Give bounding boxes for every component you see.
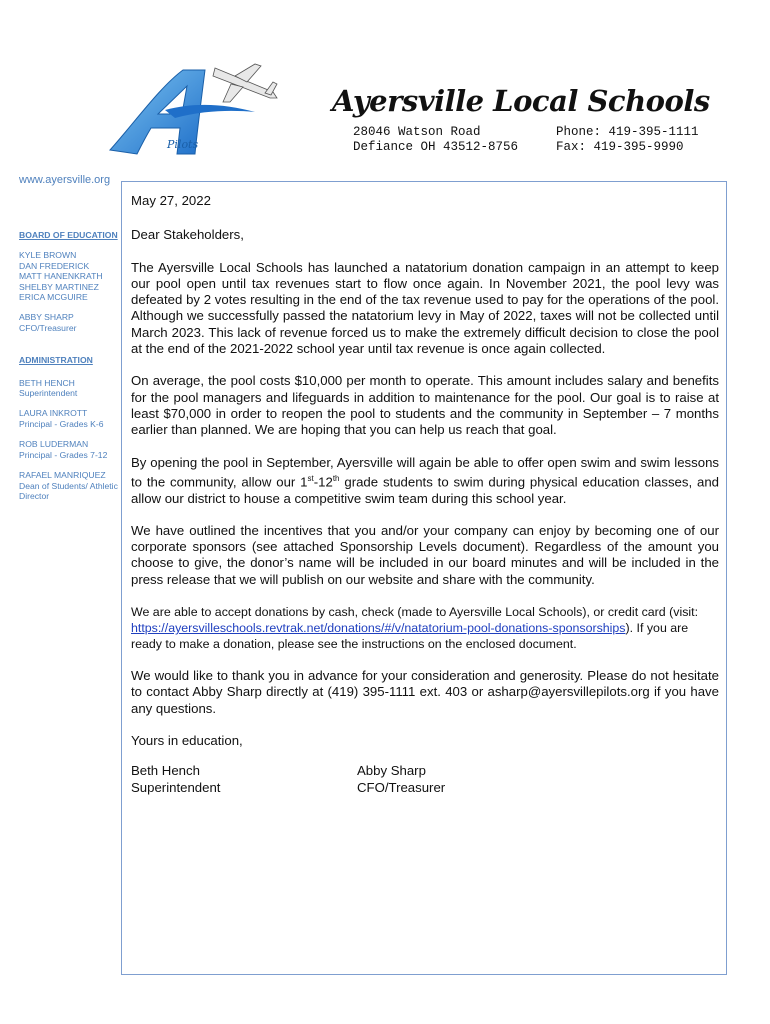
letter-date: May 27, 2022 — [131, 193, 211, 208]
sidebar — [19, 230, 121, 511]
board-heading: BOARD OF EDUCATION — [19, 230, 118, 240]
admin-heading: ADMINISTRATION — [19, 355, 93, 366]
admin-name: ROB LUDERMAN — [19, 439, 89, 450]
address-line2: Defiance OH 43512-8756 — [353, 140, 519, 154]
admin-title: Dean of Students/ Athletic Director — [19, 480, 118, 501]
treasurer — [19, 312, 121, 333]
signer-title: Superintendent — [131, 779, 221, 795]
address-block — [353, 125, 518, 155]
donation-link[interactable]: https://ayersvilleschools.revtrak.net/donations/#/v/natatorium-pool-donations-sponsorships — [131, 621, 626, 636]
board-member: MATT HANENKRATH — [19, 271, 103, 282]
contact-block — [556, 125, 699, 155]
letter-greeting: Dear Stakeholders, — [131, 227, 244, 243]
admin-entry — [19, 470, 121, 501]
paragraph-6: We would like to thank you in advance for your consideration and generosity. Please do not hesitate to contact Abby Sharp directly at (419) 395-1111 ext. 403 or asharp@ayersvillepilots.org if you have any questions. — [131, 668, 719, 716]
phone: Phone: 419-395-1111 — [556, 125, 699, 139]
paragraph-5 — [131, 604, 719, 652]
admin-name: BETH HENCH — [19, 377, 75, 388]
treasurer-name: ABBY SHARP — [19, 312, 74, 323]
board-member: ERICA MCGUIRE — [19, 292, 88, 303]
treasurer-title: CFO/Treasurer — [19, 322, 77, 333]
signer-name: Abby Sharp — [357, 763, 426, 779]
school-logo — [105, 62, 280, 162]
paragraph-5-part-a: We are able to accept donations by cash, check (made to Ayersville Local Schools), or credit card (visit: — [131, 605, 699, 620]
paragraph-3-part-b: -12 — [313, 474, 333, 490]
signer-title: CFO/Treasurer — [357, 779, 446, 795]
logo-text: Pilots — [167, 138, 199, 151]
closing: Yours in education, — [131, 732, 243, 748]
website-link[interactable]: www.ayersville.org — [19, 174, 111, 186]
letter-body — [131, 193, 719, 796]
admin-entry — [19, 408, 121, 429]
fax: Fax: 419-395-9990 — [556, 140, 684, 154]
paragraph-4: We have outlined the incentives that you and/or your company can enjoy by becoming one of our corporate sponsors (see attached Sponsorship Levels document). Regardless of the amount you choose to give, the donor’s name will be included in our board minutes and will be included in the press release that we will publish on our website and share with the community. — [131, 522, 719, 587]
admin-title: Superintendent — [19, 388, 78, 399]
paragraph-5-part-b: ). If you are ready to make a donation, please see the instructions on the enclosed document. — [131, 621, 689, 652]
school-name: Ayersville Local Schools — [332, 84, 710, 118]
paragraph-3 — [131, 455, 719, 507]
admin-entry — [19, 439, 121, 460]
board-member: SHELBY MARTINEZ — [19, 281, 99, 292]
paragraph-1: The Ayersville Local Schools has launched a natatorium donation campaign in an attempt to keep our pool open until tax revenues start to flow once again. In November 2021, the pool levy was defeated by 2 votes resulting in the end of the tax revenue used to pay for the operations of the pool. Although we successfully passed the natatorium levy in May of 2022, taxes will not be collected until March 2023. This lack of revenue forced us to make the extremely difficult decision to close the pool at the end of the 2021-2022 school year until tax revenue is once again collected. — [131, 259, 719, 357]
admin-name: RAFAEL MANRIQUEZ — [19, 470, 106, 481]
paragraph-2: On average, the pool costs $10,000 per month to operate. This amount includes salary and benefits for the pool managers and lifeguards in addition to maintenance for the pool. Our goal is to raise at least $70,000 in order to reopen the pool to students and the community in September – 7 months earlier than planned. We are hoping that you can help us reach that goal. — [131, 373, 719, 438]
address-line1: 28046 Watson Road — [353, 125, 481, 139]
admin-name: LAURA INKROTT — [19, 408, 88, 419]
paragraph-3-part-c: grade students to swim during physical education classes, and allow our district to house a competitive swim team during this school year. — [131, 474, 719, 506]
superscript-th: th — [332, 473, 340, 483]
board-member: DAN FREDERICK — [19, 260, 90, 271]
admin-title: Principal - Grades 7-12 — [19, 449, 108, 460]
signature-block — [357, 763, 583, 796]
board-member: KYLE BROWN — [19, 250, 77, 261]
board-members — [19, 250, 121, 302]
admin-entry — [19, 378, 121, 399]
admin-title: Principal - Grades K-6 — [19, 418, 104, 429]
signature-block — [131, 763, 357, 796]
signer-name: Beth Hench — [131, 763, 200, 779]
paragraph-3-part-a: By opening the pool in September, Ayersville will again be able to offer open swim and swim lessons to the community, allow our 1 — [131, 454, 719, 490]
signatures — [131, 763, 719, 796]
superscript-st: st — [307, 473, 314, 483]
